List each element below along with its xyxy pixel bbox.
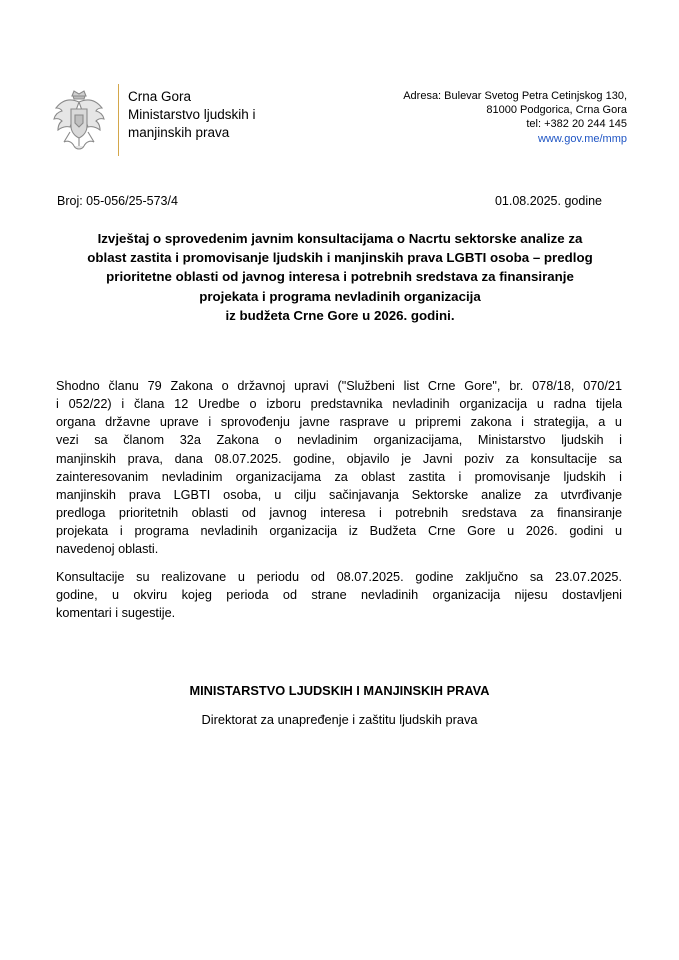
reference-number: Broj: 05-056/25-573/4 xyxy=(57,194,178,208)
signature-organization: MINISTARSTVO LJUDSKIH I MANJINSKIH PRAVA xyxy=(189,683,490,698)
paragraph-line: projekata i programa nevladinih organizacija iz Budžeta Crne Gore u 2026. godini u xyxy=(56,524,622,539)
paragraph-line: vezi sa članom 32a Zakona o nevladinim organizacijama, Ministarstvo ljudskih i xyxy=(56,433,622,448)
paragraph-line: godine, u okviru kojeg perioda od strane nevladinih organizacija nijesu dostavljeni xyxy=(56,588,622,603)
paragraph-line: komentari i sugestije. xyxy=(56,606,176,621)
paragraph-line: Shodno članu 79 Zakona o državnoj upravi ("Službeni list Crne Gore", br. 078/18, 070/21 xyxy=(56,379,622,393)
signature-department: Direktorat za unapređenje i zaštitu ljudskih prava xyxy=(201,712,478,727)
paragraph-line: Konsultacije su realizovane u periodu od 08.07.2025. godine zaključno sa 23.07.2025. xyxy=(56,570,622,584)
coat-of-arms-icon xyxy=(50,88,108,154)
paragraph-line: manjinskih prava, dana 08.07.2025. godine, objavilo je Javni poziv za konsultacije sa xyxy=(56,451,622,466)
paragraph-line: manjinskih prava LGBTI osoba, u cilju sačinjavanja Sektorske analize za utvrđivanje xyxy=(56,487,622,502)
address-line-2: 81000 Podgorica, Crna Gora xyxy=(486,104,627,117)
title-line: prioritetne oblasti od javnog interesa i potrebnih sredstava za finansiranje xyxy=(106,269,574,285)
organization-name xyxy=(128,88,256,142)
org-line-3: manjinskih prava xyxy=(128,125,230,140)
org-line-2: Ministarstvo ljudskih i xyxy=(128,107,256,122)
title-line: oblast zastita i promovisanje ljudskih i manjinskih prava LGBTI osoba – predlog xyxy=(87,250,593,266)
title-line: projekata i programa nevladinih organizacija xyxy=(199,288,481,304)
phone-line: tel: +382 20 244 145 xyxy=(526,118,627,131)
paragraph-line: zainteresovanim nevladinim organizacijama za oblast zastita i promovisanje ljudskih i xyxy=(56,469,622,484)
document-title xyxy=(40,229,640,325)
paragraph-line: predloga prioritetnih oblasti od javnog interesa i potrebnih sredstava za finansiranje xyxy=(56,506,622,521)
contact-block xyxy=(403,89,627,146)
body-paragraph-1 xyxy=(56,377,622,559)
address-line-1: Adresa: Bulevar Svetog Petra Cetinjskog 130, xyxy=(403,90,627,102)
document-date: 01.08.2025. godine xyxy=(494,194,602,208)
title-line: Izvještaj o sprovedenim javnim konsultacijama o Nacrtu sektorske analize za xyxy=(97,231,583,246)
website-link[interactable]: www.gov.me/mmp xyxy=(537,132,627,145)
paragraph-line: organa državne uprave i sprovođenju javne rasprave u pripremi zakona i strategija, a u xyxy=(56,415,622,430)
paragraph-line: i 052/22) i člana 12 Uredbe o izboru predstavnika nevladinih organizacija u radna tijela xyxy=(56,397,622,412)
header-divider xyxy=(118,84,119,156)
body-paragraph-2 xyxy=(56,568,622,622)
org-line-1: Crna Gora xyxy=(128,89,192,104)
paragraph-line: navedenoj oblasti. xyxy=(56,542,159,557)
title-line: iz budžeta Crne Gore u 2026. godini. xyxy=(225,307,455,323)
